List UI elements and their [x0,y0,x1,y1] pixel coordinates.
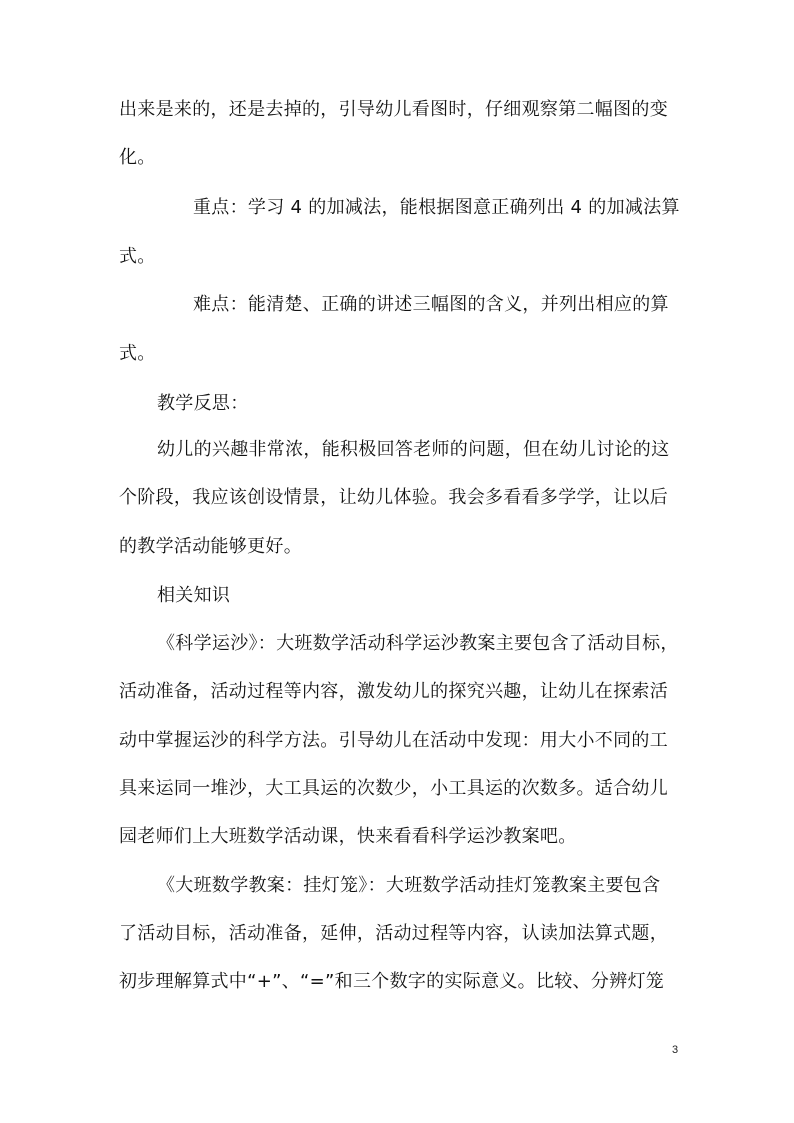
text-line-12: 《科学运沙》：大班数学活动科学运沙教案主要包含了活动目标， [157,633,679,654]
difficulty-line: 难点：能清楚、正确的讲述三幅图的含义，并列出相应的算 [193,294,669,315]
page-number: 3 [672,1044,679,1056]
text-line-15: 具来运同一堆沙，大工具运的次数少，小工具运的次数多。适合幼儿 [119,778,668,799]
text-line-2: 化。 [119,147,156,168]
text-line-10: 的教学活动能够更好。 [119,536,302,557]
text-line-19: 初步理解算式中“+”、“=”和三个数字的实际意义。比较、分辨灯笼 [119,971,665,992]
text-line-6: 式。 [119,343,156,364]
related-knowledge-heading: 相关知识 [157,585,231,606]
key-point-line: 重点：学习 4 的加减法，能根据图意正确列出 4 的加减法算 [193,197,680,218]
text-line-13: 活动准备，活动过程等内容，激发幼儿的探究兴趣，让幼儿在探索活 [119,681,668,702]
text-line-17: 《大班数学教案：挂灯笼》：大班数学活动挂灯笼教案主要包含 [157,875,661,896]
text-line-18: 了活动目标，活动准备，延伸，活动过程等内容，认读加法算式题， [119,923,668,944]
text-line-14: 动中掌握运沙的科学方法。引导幼儿在活动中发现：用大小不同的工 [119,730,668,751]
text-line-8: 幼儿的兴趣非常浓，能积极回答老师的问题，但在幼儿讨论的这 [157,439,670,460]
text-line-16: 园老师们上大班数学活动课，快来看看科学运沙教案吧。 [119,826,577,847]
text-line-1: 出来是来的，还是去掉的，引导幼儿看图时，仔细观察第二幅图的变 [119,99,668,120]
text-line-4: 式。 [119,246,156,267]
reflection-heading: 教学反思： [157,393,249,414]
text-line-9: 个阶段，我应该创设情景，让幼儿体验。我会多看看多学学，让以后 [119,487,668,508]
